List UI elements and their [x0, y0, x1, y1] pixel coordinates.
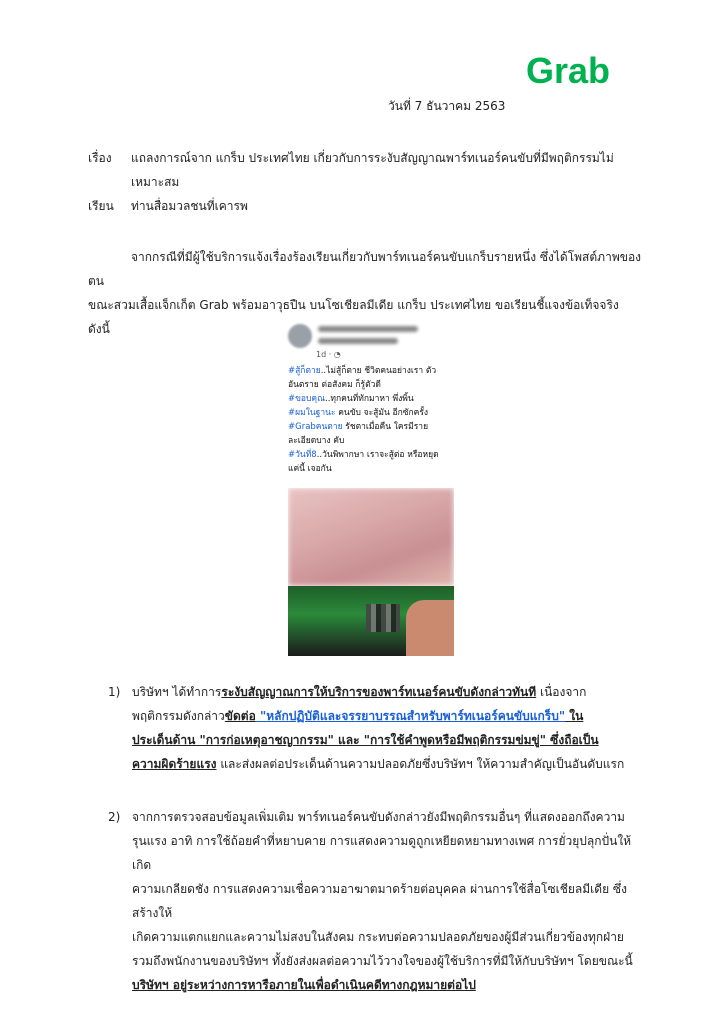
list-item-text: จากการตรวจสอบข้อมูลเพิ่มเติม พาร์ทเนอร์คนขับดังกล่าวยังมีพฤติกรรมอื่นๆ ที่แสดงออกถึงความ รุนแรง อาทิ การใช้ถ้อยคำที่หยาบคาย การแสดงความดูถูกเหยียดหยามทางเพศ การยั่วยุปลุกปั่นให้เกิด ความเกลียดชัง การแสดงความเชื่อความอาฆาตมาดร้ายต่อบุคคล ผ่านการใช้สื่อโซเชียลมีเดีย ซึ่งสร้างให้ เกิดความแตกแยกและความไม่สงบในสังคม กระทบต่อความปลอดภัยของผู้มีส่วนเกี่ยวข้องทุกฝ่าย รวมถึงพนักงานของบริษัทฯ ทั้งยังส่งผลต่อความไว้วางใจของผู้ใช้บริการที่มีให้กับบริษัทฯ โดยขณะนี้ บริษัทฯ อยู่ระหว่างการหารือภายในเพื่อดำเนินคดีทางกฎหมายต่อไป	[132, 810, 633, 992]
post-text	[288, 364, 454, 476]
subject-text	[131, 146, 651, 194]
grab-logo	[524, 52, 628, 90]
post-line: #สู้ก็ตาย..ไม่สู้ก็ตาย ชีวิตคนอย่างเรา ตัว	[288, 366, 437, 376]
post-line: #Grabคนตาย รัชตาเมื่อคืน ใครมีราย	[288, 422, 429, 432]
post-line: ละเอียดบาง คับ	[288, 436, 345, 446]
social-post-screenshot	[282, 316, 458, 656]
recipient-label: เรียน	[88, 199, 114, 213]
blurred-photo-area	[288, 488, 454, 586]
pixelated-weapon	[366, 604, 400, 632]
grab-logo-text: Grab	[526, 52, 611, 90]
subject-line-2: เหมาะสม	[131, 175, 180, 189]
post-header	[282, 316, 458, 364]
post-line: #วันที่8..วันพิพากษา เราจะสู้ต่อ หรือหยุด	[288, 450, 439, 460]
intro-line-1: จากกรณีที่มีผู้ใช้บริการแจ้งเรื่องร้องเรียนเกี่ยวกับพาร์ทเนอร์คนขับแกร็บรายหนึ่ง ซึ่งได้โพสต์ภาพของตน	[88, 250, 642, 288]
list-number: 1)	[108, 685, 121, 699]
post-meta: 1d · ◔	[316, 350, 341, 359]
blurred-subtitle	[318, 338, 398, 344]
post-line: อันตราย ต่อสังคม ก็รู้ตัวดี	[288, 380, 381, 390]
list-item-1	[108, 680, 644, 776]
hand-image	[406, 600, 454, 656]
intro-line-2: ขณะสวมเสื้อแจ็กเก็ต Grab พร้อมอาวุธปืน บนโซเชียลมีเดีย แกร็บ ประเทศไทย ขอเรียนชี้แจงข้อเท็จจริง ดังนี้	[88, 298, 619, 336]
subject-label: เรื่อง	[88, 151, 112, 165]
subject-line-1: แถลงการณ์จาก แกร็บ ประเทศไทย เกี่ยวกับการระงับสัญญาณพาร์ทเนอร์คนขับที่มีพฤติกรรมไม่	[131, 151, 614, 165]
list-item-2	[108, 805, 644, 992]
avatar	[288, 324, 312, 348]
post-photo	[288, 488, 454, 656]
blurred-name	[318, 326, 418, 332]
list-number: 2)	[108, 810, 121, 824]
letter-date: วันที่ 7 ธันวาคม 2563	[388, 99, 506, 113]
list-item-text: บริษัทฯ ได้ทำการระงับสัญญาณการให้บริการของพาร์ทเนอร์คนขับดังกล่าวทันที เนื่องจาก พฤติกรรมดังกล่าวขัดต่อ "หลักปฏิบัติและจรรยาบรรณสำหรับพาร์ทเนอร์คนขับแกร็บ" ใน ประเด็นด้าน "การก่อเหตุอาชญากรรม" และ "การใช้คำพูดหรือมีพฤติกรรมข่มขู่" ซึ่งถือเป็น ความผิดร้ายแรง และส่งผลต่อประเด็นด้านความปลอดภัยซึ่งบริษัทฯ ให้ความสำคัญเป็นอันดับแรก	[132, 685, 625, 771]
subject-row	[88, 146, 648, 194]
legal-action-statement: บริษัทฯ อยู่ระหว่างการหารือภายในเพื่อดำเนินคดีทางกฎหมายต่อไป	[132, 978, 476, 992]
post-line: #ผมในฐานะ คนขับ จะสู้มัน อีกซักครั้ง	[288, 408, 429, 418]
post-line: แค่นี้ เจอกัน	[288, 464, 332, 474]
recipient-text: ท่านสื่อมวลชนที่เคารพ	[131, 199, 248, 213]
post-line: #ขอบคุณ..ทุกคนที่ทักมาหา พึ่งพิ้น	[288, 394, 414, 404]
recipient-row	[88, 194, 648, 218]
